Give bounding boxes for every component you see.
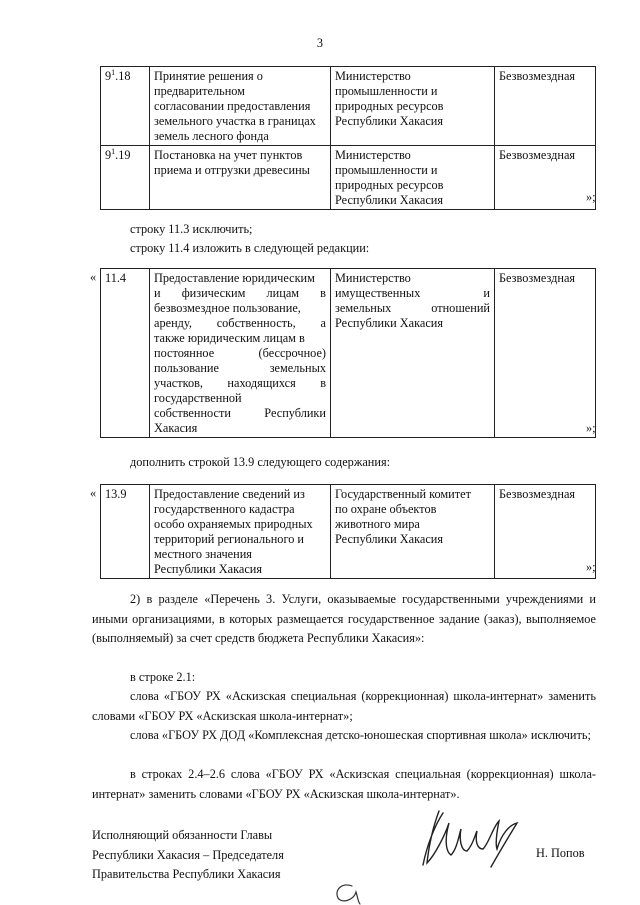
row-number: $9^1.18$ — [101, 67, 150, 146]
paragraph-rows-2-4-2-6: в строках 2.4–2.6 слова «ГБОУ РХ «Аскизская специальная (коррекционная) школа-интернат» заменить словами «ГБОУ РХ «Аскизская школа-интернат». — [92, 767, 596, 801]
page-number: 3 — [316, 36, 324, 50]
handwritten-signature-icon — [405, 805, 540, 875]
service-name: Предоставление сведений из государственного кадастра особо охраняемых природных территорий регионального и местного значения Республики Хакасия — [150, 485, 331, 579]
agency-name: Министерство промышленности и природных ресурсов Республики Хакасия — [331, 146, 495, 210]
services-table-bottom — [100, 484, 596, 579]
fee-type: Безвозмездная — [495, 67, 596, 146]
row-number: 11.4 — [101, 269, 150, 438]
table-row — [101, 146, 596, 210]
agency-name: Государственный комитет по охране объектов животного мира Республики Хакасия — [331, 485, 495, 579]
row-number: 13.9 — [101, 485, 150, 579]
services-table-top — [100, 66, 596, 210]
paragraph-delete-words: слова «ГБОУ РХ ДОД «Комплексная детско-юношеская спортивная школа» исключить; — [130, 728, 591, 742]
services-table-mid — [100, 268, 596, 438]
fee-type: Безвозмездная — [495, 485, 596, 579]
row-number: $9^1.19$ — [101, 146, 150, 210]
signatory-title: Исполняющий обязанности Главы Республики Хакасия – Председателя Правительства Республики Хакасия — [92, 828, 284, 881]
table-row — [101, 485, 596, 579]
table-row — [101, 67, 596, 146]
opening-quote-mark: « — [90, 270, 97, 284]
paragraph-row-2-1: в строке 2.1: — [130, 670, 196, 684]
agency-name: Министерство промышленности и природных ресурсов Республики Хакасия — [331, 67, 495, 146]
service-name: Постановка на учет пунктов приема и отгрузки древесины — [150, 146, 331, 210]
paragraph-replace-words: слова «ГБОУ РХ «Аскизская специальная (коррекционная) школа-интернат» заменить словами «ГБОУ РХ «Аскизская школа-интернат»; — [92, 689, 596, 723]
opening-quote-mark: « — [90, 486, 97, 500]
agency-name: Министерство имущественных и земельных отношений Республики Хакасия — [331, 269, 495, 438]
signatory-name: Н. Попов — [536, 846, 585, 860]
closing-quote-mark: »; — [586, 560, 596, 574]
fee-type: Безвозмездная — [495, 269, 596, 438]
table-row — [101, 269, 596, 438]
closing-quote-mark: »; — [586, 190, 596, 204]
closing-quote-mark: »; — [586, 421, 596, 435]
fee-type: Безвозмездная — [495, 146, 596, 210]
service-name: Принятие решения о предварительном согласовании предоставления земельного участка в границах земель лесного фонда — [150, 67, 331, 146]
handwritten-mark-icon — [330, 880, 364, 905]
instruction-replace-row: строку 11.4 изложить в следующей редакции: — [130, 241, 370, 255]
instruction-add-row: дополнить строкой 13.9 следующего содержания: — [130, 455, 391, 469]
instruction-delete-row: строку 11.3 исключить; — [130, 222, 253, 236]
service-name: Предоставление юридическим и физическим лицам в безвозмездное пользование, аренду, собственность, а также юридическим лицам в постоянное (бессрочное) пользование земельных участков, находящихся в государственной собственности Республики Хакасия — [150, 269, 331, 438]
paragraph-section-2: 2) в разделе «Перечень 3. Услуги, оказываемые государственными учреждениями и иными организациями, в которых размещается государственное задание (заказ), выполняемое (выполняемый) за счет средств бюджета Республики Хакасия»: — [92, 592, 596, 645]
